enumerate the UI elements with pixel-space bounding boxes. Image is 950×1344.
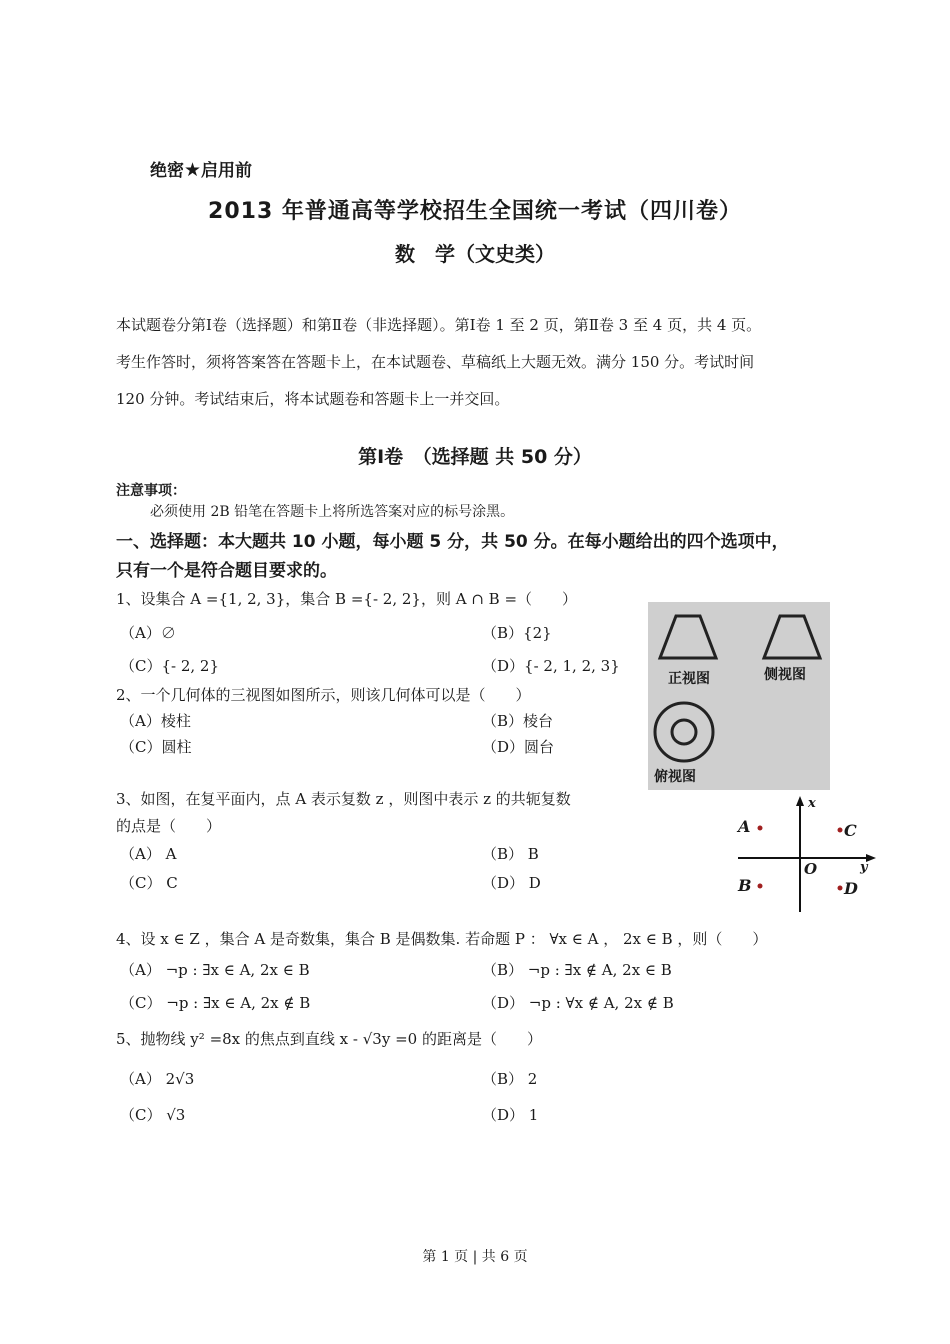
question-3-stem-line-1: 3、如图，在复平面内，点 A 表示复数 z ，则图中表示 z 的共轭复数 xyxy=(116,790,571,808)
intro-line-1: 本试题卷分第Ⅰ卷（选择题）和第Ⅱ卷（非选择题）。第Ⅰ卷 1 至 2 页，第Ⅱ卷 3 至 4 页，共 4 页。 xyxy=(116,316,762,334)
question-4-option-d: （D） ¬p : ∀x ∉ A, 2x ∉ B xyxy=(482,994,674,1012)
question-1-option-c: （C）{- 2, 2} xyxy=(120,657,220,675)
exam-title: 2013 年普通高等学校招生全国统一考试（四川卷） xyxy=(208,199,742,224)
question-4-option-c: （C） ¬p : ∃x ∈ A, 2x ∉ B xyxy=(120,994,311,1012)
point-b-label: B xyxy=(738,876,752,895)
page-footer: 第 1 页 | 共 6 页 xyxy=(422,1249,528,1265)
question-1-option-d: （D）{- 2, 1, 2, 3} xyxy=(482,657,620,675)
question-3-stem-line-2: 的点是（ ） xyxy=(116,817,222,835)
question-4-stem: 4、设 x ∈ Z ，集合 A 是奇数集，集合 B 是偶数集. 若命题 P ： ∀x ∈ A ， 2x ∈ B ，则（ ） xyxy=(116,930,768,948)
question-1-stem: 1、设集合 A ={1, 2, 3}，集合 B ={- 2, 2}，则 A ∩ B =（ ） xyxy=(116,590,578,608)
star-icon: ★ xyxy=(184,159,202,181)
point-d-dot xyxy=(838,886,843,891)
side-view-label: 侧视图 xyxy=(764,667,806,683)
vertical-axis-arrow xyxy=(796,796,804,806)
question-4-option-a: （A） ¬p : ∃x ∈ A, 2x ∈ B xyxy=(120,961,310,979)
question-3-option-d: （D） D xyxy=(482,874,541,892)
question-5-stem: 5、抛物线 y² =8x 的焦点到直线 x - √3y =0 的距离是（ ） xyxy=(116,1030,542,1048)
part-title: 第Ⅰ卷 （选择题 共 50 分） xyxy=(358,446,592,468)
notice-label: 注意事项： xyxy=(116,483,186,499)
three-view-figure xyxy=(648,602,830,790)
side-view-trapezoid xyxy=(764,616,820,658)
intro-line-2: 考生作答时，须将答案答在答题卡上，在本试题卷、草稿纸上大题无效。满分 150 分。考试时间 xyxy=(116,353,755,371)
axis-y-label: y xyxy=(860,860,868,875)
question-5-option-d: （D） 1 xyxy=(482,1106,539,1124)
question-2-stem: 2、一个几何体的三视图如图所示，则该几何体可以是（ ） xyxy=(116,686,531,704)
axis-x-label: x xyxy=(808,796,816,811)
point-d-label: D xyxy=(844,879,858,898)
question-5-option-b: （B） 2 xyxy=(482,1070,538,1088)
secret-text: 绝密 xyxy=(150,161,184,181)
question-5-option-a: （A） 2√3 xyxy=(120,1070,195,1088)
section-heading-line-2: 只有一个是符合题目要求的。 xyxy=(116,561,337,581)
intro-line-3: 120 分钟。考试结束后，将本试题卷和答题卡上一并交回。 xyxy=(116,390,510,408)
exam-subtitle: 数 学（文史类） xyxy=(395,242,555,266)
top-view-outer-circle xyxy=(655,703,713,761)
question-3-option-a: （A） A xyxy=(120,845,177,863)
question-2-option-d: （D）圆台 xyxy=(482,738,555,756)
top-view-label: 俯视图 xyxy=(654,769,696,785)
confidential-label xyxy=(150,156,252,181)
complex-plane-figure xyxy=(728,796,878,914)
question-5-option-c: （C） √3 xyxy=(120,1106,186,1124)
point-b-dot xyxy=(758,884,763,889)
question-3-option-c: （C） C xyxy=(120,874,178,892)
question-1-option-a: （A）∅ xyxy=(120,624,176,642)
top-view-inner-circle xyxy=(672,720,696,744)
question-2-option-a: （A）棱柱 xyxy=(120,712,191,730)
point-a-label: A xyxy=(738,817,751,836)
origin-label: O xyxy=(804,860,818,878)
point-c-label: C xyxy=(844,821,857,840)
question-2-option-c: （C）圆柱 xyxy=(120,738,192,756)
question-4-option-b: （B） ¬p : ∃x ∉ A, 2x ∈ B xyxy=(482,961,672,979)
question-2-option-b: （B）棱台 xyxy=(482,712,554,730)
question-3-option-b: （B） B xyxy=(482,845,539,863)
front-view-label: 正视图 xyxy=(668,671,710,687)
secret-after-text: 启用前 xyxy=(201,161,253,181)
question-1-option-b: （B）{2} xyxy=(482,624,552,642)
front-view-trapezoid xyxy=(660,616,716,658)
three-view-drawing xyxy=(648,602,830,790)
point-c-dot xyxy=(838,828,843,833)
point-a-dot xyxy=(758,826,763,831)
notice-text: 必须使用 2B 铅笔在答题卡上将所选答案对应的标号涂黑。 xyxy=(150,504,515,520)
section-heading-line-1: 一、选择题：本大题共 10 小题，每小题 5 分，共 50 分。在每小题给出的四个选项中， xyxy=(116,532,789,552)
